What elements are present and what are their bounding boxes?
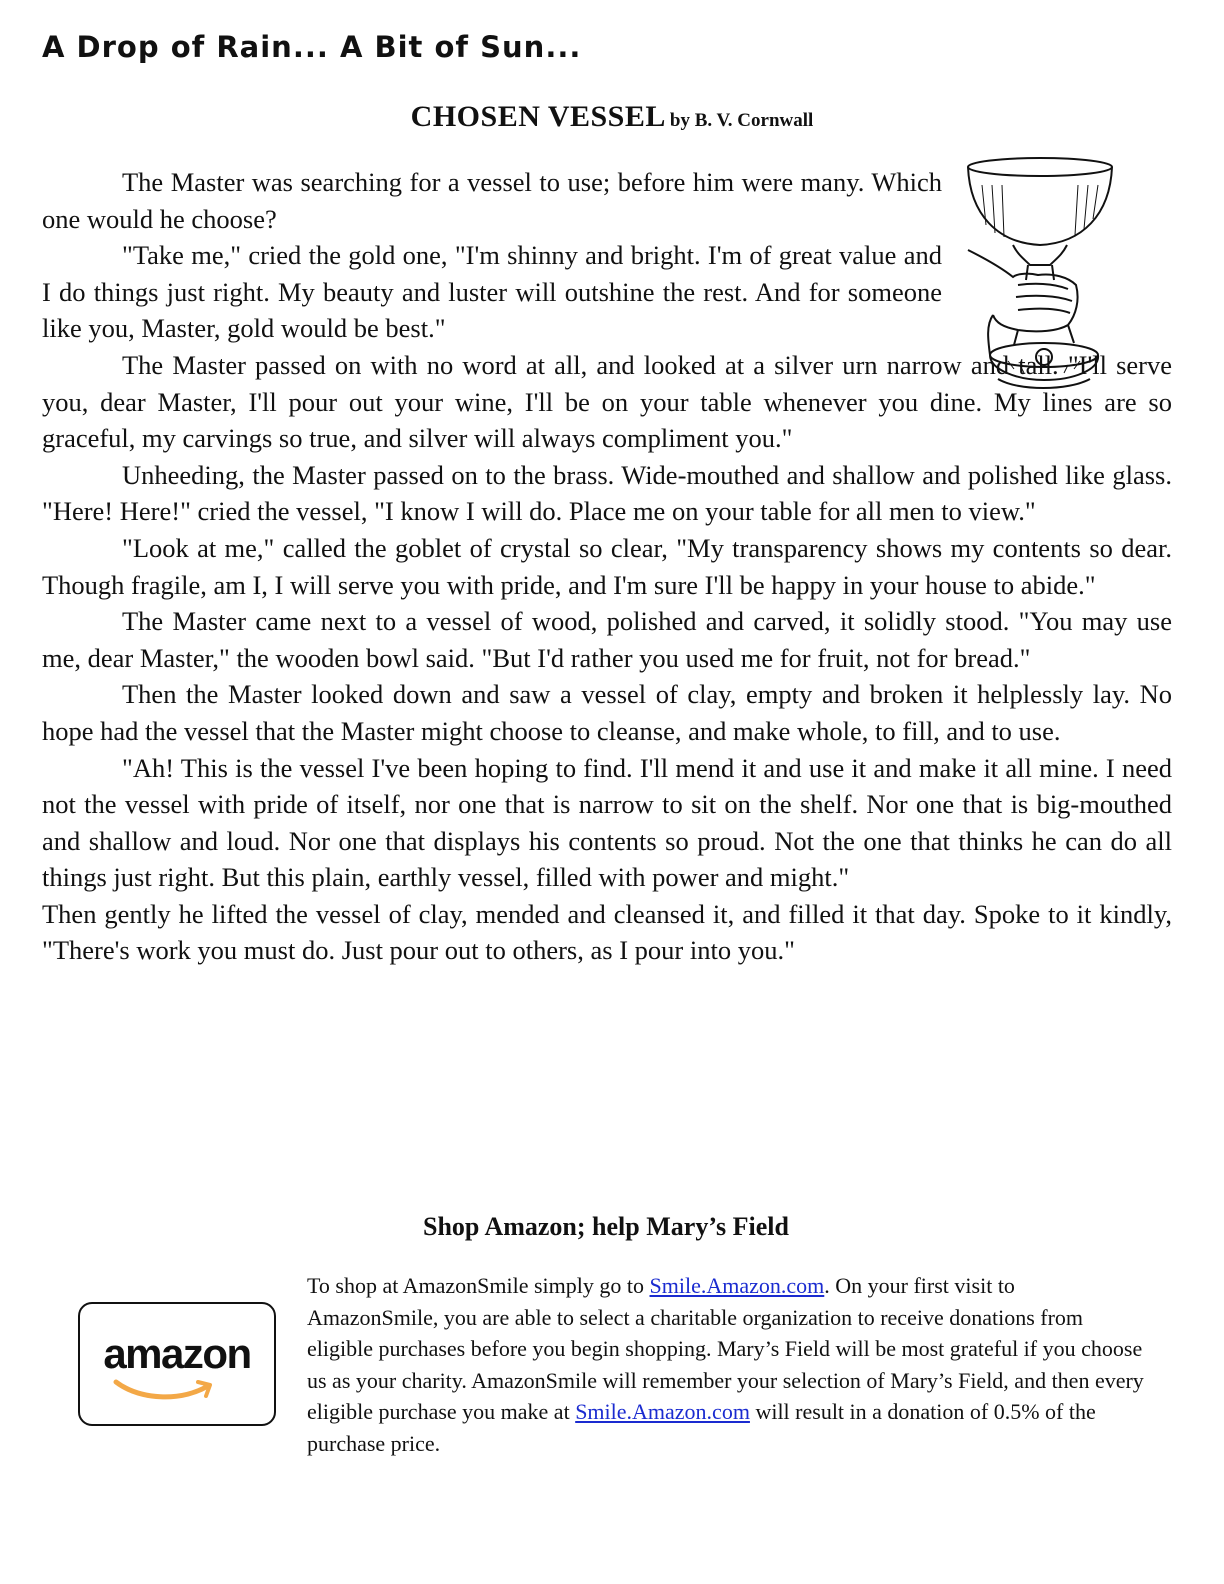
amazon-logo-text: amazon (103, 1330, 251, 1377)
story-paragraph: Unheeding, the Master passed on to the brass. Wide-mouthed and shallow and polished like glass. "Here! Here!" cried the vessel, "I know I will do. Place me on your table for all men to view." (42, 459, 1172, 527)
page-heading: A Drop of Rain... A Bit of Sun... (42, 30, 582, 64)
article-byline: by B. V. Cornwall (669, 110, 814, 131)
story-paragraph: The Master was searching for a vessel to use; before him were many. Which one would he choose? (42, 167, 942, 234)
article-title (0, 100, 1224, 134)
story-paragraph: The Master passed on with no word at all, and looked at a silver urn narrow and tall. "I'll serve you, dear Master, I'll pour out your wine, I'll be on your table whenever you dine. My lines are so graceful, my carvings so true, and silver will always compliment you." (42, 349, 1172, 454)
story-paragraph: "Ah! This is the vessel I've been hoping to find. I'll mend it and use it and make it all mine. I need not the vessel with pride of itself, nor one that is narrow to sit on the shelf. Nor one that is big-mouthed and shallow and loud. Nor one that displays his contents so proud. Not the one that thinks he can do all things just right. But this plain, earthly vessel, filled with power and might." (42, 752, 1172, 893)
story-paragraph: Then the Master looked down and saw a vessel of clay, empty and broken it helplessly lay. No hope had the vessel that the Master might choose to cleanse, and make whole, to fill, and to use. (42, 679, 1172, 746)
smile-amazon-link[interactable]: Smile.Amazon.com (575, 1399, 750, 1425)
story-body (42, 164, 1172, 969)
story-paragraph: Then gently he lifted the vessel of clay, mended and cleansed it, and filled it that day. Spoke to it kindly, "There's work you must do. Just pour out to others, as I pour into you." (42, 898, 1172, 966)
shop-description (307, 1270, 1147, 1460)
story-paragraph: The Master came next to a vessel of wood, polished and carved, it solidly stood. "You may use me, dear Master," the wooden bowl said. "But I'd rather you used me for fruit, not for bread." (42, 606, 1172, 673)
shop-heading: Shop Amazon; help Mary’s Field (423, 1212, 789, 1241)
smile-amazon-link[interactable]: Smile.Amazon.com (649, 1273, 825, 1298)
story-paragraph: "Look at me," called the goblet of crystal so clear, "My transparency shows my contents so dear. Though fragile, am I, I will serve you with pride, and I'm sure I'll be happy in your house to abide." (42, 532, 1172, 600)
shop-text: To shop at AmazonSmile simply go to (307, 1273, 650, 1298)
amazon-logo (78, 1302, 276, 1426)
story-paragraph: "Take me," cried the gold one, "I'm shinny and bright. I'm of great value and I do things just right. My beauty and luster will outshine the rest. And for someone like you, Master, gold would be best." (42, 240, 942, 344)
amazon-smile-icon (80, 1304, 278, 1428)
shop-text: will result in a donation of 0.5% of the purchase price. (307, 1399, 1096, 1456)
article-title-text: CHOSEN VESSEL (410, 100, 666, 133)
shop-text: . On your first visit to AmazonSmile, you are able to select a charitable organization to receive donations from eligible purchases before you begin shopping. Mary’s Field will be most grateful if you choose us as your charity. AmazonSmile will remember your selection of Mary’s Field, and then every eligible purchase you make at (307, 1273, 1144, 1425)
